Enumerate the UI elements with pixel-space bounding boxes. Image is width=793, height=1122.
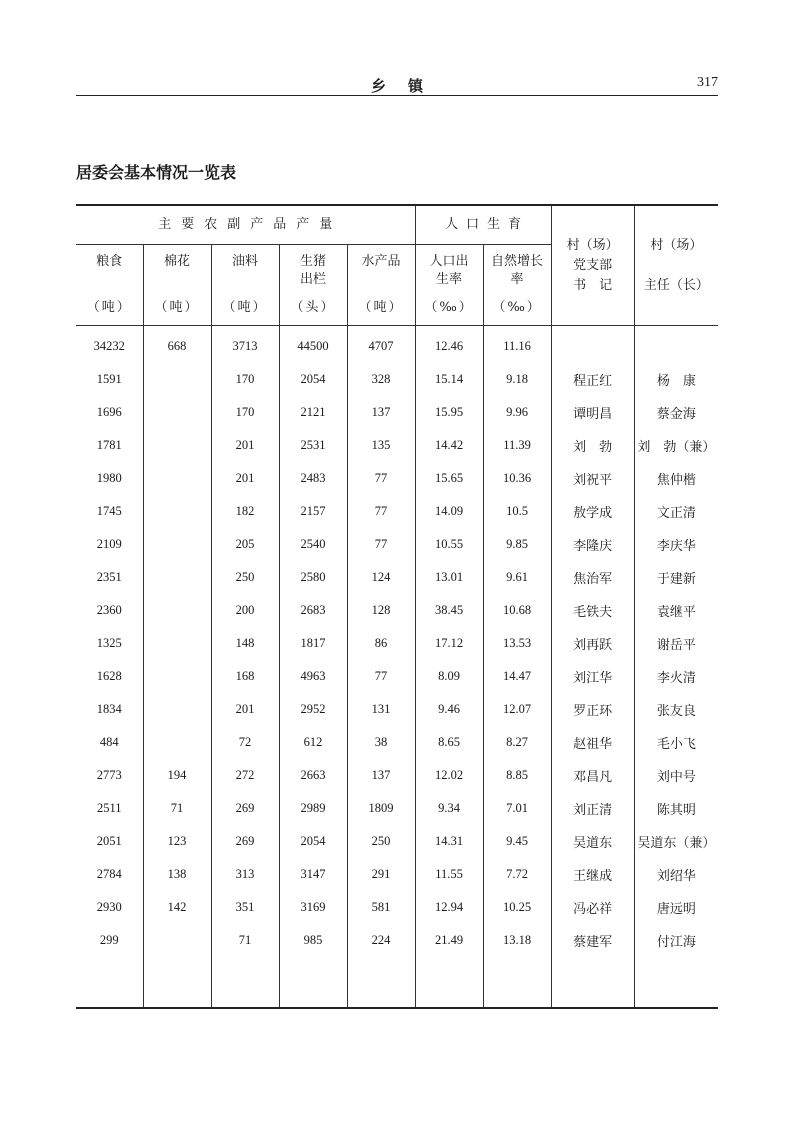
cell-growth-rate: 13.53 bbox=[483, 627, 551, 660]
cell-director: 陈其明 bbox=[656, 803, 696, 818]
cell-aquatic: 250 bbox=[347, 825, 415, 858]
spacer-cell bbox=[76, 957, 143, 1007]
table-spacer-row bbox=[76, 957, 718, 1007]
cell-oilseed: 250 bbox=[211, 561, 279, 594]
section-title: 居委会基本情况一览表 bbox=[76, 163, 237, 182]
cell-party-secretary: 焦治军 bbox=[551, 561, 634, 594]
cell-oilseed: 200 bbox=[211, 594, 279, 627]
cell-oilseed: 201 bbox=[211, 693, 279, 726]
cell-birth-rate: 9.46 bbox=[415, 693, 483, 726]
cell-birth-rate: 15.14 bbox=[415, 363, 483, 396]
cell-grain: 2351 bbox=[76, 561, 143, 594]
spacer-cell bbox=[483, 957, 551, 1007]
cell-hogs: 3147 bbox=[279, 858, 347, 891]
cell-party-secretary bbox=[551, 326, 634, 364]
col-header-cotton-unit: （吨） bbox=[154, 300, 200, 315]
cell-hogs: 1817 bbox=[279, 627, 347, 660]
cell-hogs: 2121 bbox=[279, 396, 347, 429]
cell-aquatic: 77 bbox=[347, 660, 415, 693]
cell-cotton bbox=[143, 396, 211, 429]
cell-cotton bbox=[143, 726, 211, 759]
cell-cotton bbox=[143, 495, 211, 528]
cell-party-secretary: 刘 勃 bbox=[551, 429, 634, 462]
cell-grain: 1834 bbox=[76, 693, 143, 726]
cell-birth-rate: 10.55 bbox=[415, 528, 483, 561]
group-header-population: 人口生育 bbox=[415, 206, 551, 245]
cell-cotton bbox=[143, 693, 211, 726]
cell-grain: 34232 bbox=[76, 326, 143, 364]
col-header-birth-rate-name: 人口出生率 bbox=[429, 254, 469, 287]
cell-oilseed: 168 bbox=[211, 660, 279, 693]
col-header-growth-rate bbox=[483, 245, 551, 326]
cell-birth-rate: 12.46 bbox=[415, 326, 483, 364]
table-row bbox=[76, 660, 718, 693]
cell-director: 刘 勃（兼） bbox=[637, 440, 716, 455]
cell-oilseed: 170 bbox=[211, 396, 279, 429]
table-row bbox=[76, 528, 718, 561]
col-header-birth-rate-unit: （‰） bbox=[424, 300, 474, 315]
table-row bbox=[76, 627, 718, 660]
cell-grain: 2784 bbox=[76, 858, 143, 891]
cell-hogs: 2054 bbox=[279, 363, 347, 396]
cell-grain: 2051 bbox=[76, 825, 143, 858]
cell-party-secretary: 刘祝平 bbox=[551, 462, 634, 495]
cell-aquatic: 328 bbox=[347, 363, 415, 396]
cell-birth-rate: 15.95 bbox=[415, 396, 483, 429]
cell-oilseed: 205 bbox=[211, 528, 279, 561]
cell-oilseed: 351 bbox=[211, 891, 279, 924]
cell-grain: 1781 bbox=[76, 429, 143, 462]
cell-birth-rate: 8.65 bbox=[415, 726, 483, 759]
cell-aquatic: 124 bbox=[347, 561, 415, 594]
cell-party-secretary: 谭明昌 bbox=[551, 396, 634, 429]
col-header-aquatic-unit: （吨） bbox=[358, 300, 404, 315]
col-header-hogs-name: 生猪出栏 bbox=[299, 254, 326, 287]
header-director-line1: 村（场） bbox=[650, 237, 703, 253]
cell-cotton bbox=[143, 594, 211, 627]
cell-aquatic: 128 bbox=[347, 594, 415, 627]
table-row bbox=[76, 429, 718, 462]
cell-aquatic: 77 bbox=[347, 528, 415, 561]
cell-director: 唐远明 bbox=[656, 902, 696, 917]
cell-director: 袁继平 bbox=[656, 605, 696, 620]
cell-birth-rate: 11.55 bbox=[415, 858, 483, 891]
table-row bbox=[76, 495, 718, 528]
cell-growth-rate: 8.85 bbox=[483, 759, 551, 792]
cell-party-secretary: 刘正清 bbox=[551, 792, 634, 825]
cell-oilseed: 148 bbox=[211, 627, 279, 660]
cell-aquatic: 4707 bbox=[347, 326, 415, 364]
cell-grain: 2360 bbox=[76, 594, 143, 627]
col-header-hogs bbox=[279, 245, 347, 326]
cell-party-secretary: 赵祖华 bbox=[551, 726, 634, 759]
col-header-cotton-name: 棉花 bbox=[163, 254, 190, 269]
cell-director: 付江海 bbox=[656, 935, 696, 950]
cell-growth-rate: 9.18 bbox=[483, 363, 551, 396]
cell-growth-rate: 11.16 bbox=[483, 326, 551, 364]
cell-hogs: 2483 bbox=[279, 462, 347, 495]
cell-aquatic: 581 bbox=[347, 891, 415, 924]
cell-cotton: 142 bbox=[143, 891, 211, 924]
cell-cotton bbox=[143, 924, 211, 957]
col-header-growth-rate-name: 自然增长率 bbox=[491, 254, 544, 287]
cell-party-secretary: 程正红 bbox=[551, 363, 634, 396]
cell-grain: 2930 bbox=[76, 891, 143, 924]
cell-birth-rate: 9.34 bbox=[415, 792, 483, 825]
cell-growth-rate: 9.96 bbox=[483, 396, 551, 429]
cell-director: 蔡金海 bbox=[656, 407, 696, 422]
cell-party-secretary: 蔡建军 bbox=[551, 924, 634, 957]
cell-grain: 1628 bbox=[76, 660, 143, 693]
cell-director: 吴道东（兼） bbox=[637, 836, 716, 851]
spacer-cell bbox=[551, 957, 634, 1007]
cell-cotton bbox=[143, 627, 211, 660]
cell-birth-rate: 12.94 bbox=[415, 891, 483, 924]
spacer-cell bbox=[347, 957, 415, 1007]
cell-cotton bbox=[143, 429, 211, 462]
table-row bbox=[76, 693, 718, 726]
cell-cotton bbox=[143, 528, 211, 561]
header-director bbox=[634, 206, 718, 326]
data-table bbox=[76, 206, 718, 1007]
cell-cotton: 123 bbox=[143, 825, 211, 858]
header-party-secretary bbox=[551, 206, 634, 326]
cell-director: 刘中号 bbox=[656, 770, 696, 785]
cell-cotton bbox=[143, 462, 211, 495]
cell-hogs: 2683 bbox=[279, 594, 347, 627]
cell-growth-rate: 12.07 bbox=[483, 693, 551, 726]
table-row bbox=[76, 726, 718, 759]
cell-grain: 1325 bbox=[76, 627, 143, 660]
cell-growth-rate: 9.85 bbox=[483, 528, 551, 561]
cell-director: 李庆华 bbox=[656, 539, 696, 554]
cell-growth-rate: 7.01 bbox=[483, 792, 551, 825]
cell-growth-rate: 8.27 bbox=[483, 726, 551, 759]
cell-birth-rate: 12.02 bbox=[415, 759, 483, 792]
cell-party-secretary: 王继成 bbox=[551, 858, 634, 891]
cell-birth-rate: 14.42 bbox=[415, 429, 483, 462]
cell-grain: 2109 bbox=[76, 528, 143, 561]
table-row bbox=[76, 561, 718, 594]
cell-director: 刘绍华 bbox=[656, 869, 696, 884]
cell-aquatic: 77 bbox=[347, 495, 415, 528]
cell-party-secretary: 邓昌凡 bbox=[551, 759, 634, 792]
cell-growth-rate: 14.47 bbox=[483, 660, 551, 693]
cell-party-secretary: 毛铁夫 bbox=[551, 594, 634, 627]
cell-aquatic: 224 bbox=[347, 924, 415, 957]
header-party-secretary-line1: 村（场） bbox=[566, 237, 619, 253]
cell-grain: 1591 bbox=[76, 363, 143, 396]
cell-aquatic: 131 bbox=[347, 693, 415, 726]
cell-cotton: 138 bbox=[143, 858, 211, 891]
cell-hogs: 985 bbox=[279, 924, 347, 957]
cell-party-secretary: 刘江华 bbox=[551, 660, 634, 693]
cell-growth-rate: 10.5 bbox=[483, 495, 551, 528]
cell-oilseed: 72 bbox=[211, 726, 279, 759]
cell-birth-rate: 15.65 bbox=[415, 462, 483, 495]
cell-cotton bbox=[143, 660, 211, 693]
cell-cotton: 194 bbox=[143, 759, 211, 792]
col-header-oilseed-name: 油料 bbox=[231, 254, 258, 269]
header-director-line3: 主任（长） bbox=[643, 277, 709, 293]
cell-hogs: 3169 bbox=[279, 891, 347, 924]
spacer-cell bbox=[634, 957, 718, 1007]
table-row bbox=[76, 924, 718, 957]
col-header-aquatic-name: 水产品 bbox=[361, 254, 401, 269]
col-header-hogs-unit: （头） bbox=[290, 300, 336, 315]
cell-aquatic: 86 bbox=[347, 627, 415, 660]
cell-director: 焦仲楷 bbox=[656, 473, 696, 488]
cell-grain: 299 bbox=[76, 924, 143, 957]
cell-director: 谢岳平 bbox=[656, 638, 696, 653]
cell-director: 于建新 bbox=[656, 572, 696, 587]
col-header-aquatic bbox=[347, 245, 415, 326]
cell-party-secretary: 罗正环 bbox=[551, 693, 634, 726]
cell-birth-rate: 8.09 bbox=[415, 660, 483, 693]
cell-grain: 1980 bbox=[76, 462, 143, 495]
cell-party-secretary: 敖学成 bbox=[551, 495, 634, 528]
table-row bbox=[76, 594, 718, 627]
cell-grain: 1745 bbox=[76, 495, 143, 528]
cell-birth-rate: 14.09 bbox=[415, 495, 483, 528]
col-header-oilseed bbox=[211, 245, 279, 326]
spacer-cell bbox=[211, 957, 279, 1007]
cell-oilseed: 269 bbox=[211, 825, 279, 858]
cell-party-secretary: 李隆庆 bbox=[551, 528, 634, 561]
cell-hogs: 2157 bbox=[279, 495, 347, 528]
cell-aquatic: 1809 bbox=[347, 792, 415, 825]
cell-oilseed: 313 bbox=[211, 858, 279, 891]
col-header-grain-name: 粮食 bbox=[96, 254, 123, 269]
cell-grain: 2511 bbox=[76, 792, 143, 825]
cell-growth-rate: 7.72 bbox=[483, 858, 551, 891]
cell-birth-rate: 21.49 bbox=[415, 924, 483, 957]
cell-growth-rate: 10.68 bbox=[483, 594, 551, 627]
page-number: 317 bbox=[697, 75, 718, 90]
spacer-cell bbox=[279, 957, 347, 1007]
cell-aquatic: 137 bbox=[347, 759, 415, 792]
cell-hogs: 2054 bbox=[279, 825, 347, 858]
cell-cotton: 71 bbox=[143, 792, 211, 825]
cell-growth-rate: 9.61 bbox=[483, 561, 551, 594]
cell-birth-rate: 13.01 bbox=[415, 561, 483, 594]
spacer-cell bbox=[415, 957, 483, 1007]
cell-hogs: 612 bbox=[279, 726, 347, 759]
col-header-growth-rate-unit: （‰） bbox=[492, 300, 542, 315]
table-row bbox=[76, 396, 718, 429]
page-header-title: 乡镇 bbox=[370, 77, 445, 95]
table-body bbox=[76, 326, 718, 1008]
cell-hogs: 2531 bbox=[279, 429, 347, 462]
cell-growth-rate: 13.18 bbox=[483, 924, 551, 957]
cell-hogs: 2952 bbox=[279, 693, 347, 726]
group-header-agri: 主要农副产品产量 bbox=[76, 206, 415, 245]
residents-committee-table bbox=[76, 204, 718, 1009]
cell-cotton bbox=[143, 561, 211, 594]
table-row bbox=[76, 825, 718, 858]
col-header-grain-unit: （吨） bbox=[86, 300, 132, 315]
header-party-secretary-line3: 书 记 bbox=[573, 277, 613, 293]
cell-birth-rate: 14.31 bbox=[415, 825, 483, 858]
cell-growth-rate: 10.25 bbox=[483, 891, 551, 924]
cell-oilseed: 170 bbox=[211, 363, 279, 396]
table-row bbox=[76, 759, 718, 792]
cell-hogs: 2663 bbox=[279, 759, 347, 792]
cell-grain: 1696 bbox=[76, 396, 143, 429]
table-row bbox=[76, 858, 718, 891]
cell-director: 李火清 bbox=[656, 671, 696, 686]
cell-grain: 484 bbox=[76, 726, 143, 759]
col-header-cotton bbox=[143, 245, 211, 326]
cell-director: 毛小飞 bbox=[656, 737, 696, 752]
cell-grain: 2773 bbox=[76, 759, 143, 792]
cell-party-secretary: 冯必祥 bbox=[551, 891, 634, 924]
cell-oilseed: 201 bbox=[211, 462, 279, 495]
cell-growth-rate: 9.45 bbox=[483, 825, 551, 858]
col-header-oilseed-unit: （吨） bbox=[222, 300, 268, 315]
col-header-grain bbox=[76, 245, 143, 326]
header-divider bbox=[76, 95, 718, 96]
cell-growth-rate: 11.39 bbox=[483, 429, 551, 462]
spacer-cell bbox=[143, 957, 211, 1007]
cell-party-secretary: 刘再跃 bbox=[551, 627, 634, 660]
cell-aquatic: 137 bbox=[347, 396, 415, 429]
cell-hogs: 2580 bbox=[279, 561, 347, 594]
cell-birth-rate: 17.12 bbox=[415, 627, 483, 660]
table-row bbox=[76, 326, 718, 364]
cell-cotton bbox=[143, 363, 211, 396]
cell-oilseed: 71 bbox=[211, 924, 279, 957]
cell-hogs: 4963 bbox=[279, 660, 347, 693]
cell-aquatic: 291 bbox=[347, 858, 415, 891]
cell-oilseed: 201 bbox=[211, 429, 279, 462]
cell-birth-rate: 38.45 bbox=[415, 594, 483, 627]
col-header-birth-rate bbox=[415, 245, 483, 326]
table-row bbox=[76, 891, 718, 924]
table-row bbox=[76, 792, 718, 825]
cell-director bbox=[634, 326, 718, 364]
cell-hogs: 2989 bbox=[279, 792, 347, 825]
cell-oilseed: 3713 bbox=[211, 326, 279, 364]
cell-director: 张友良 bbox=[656, 704, 696, 719]
header-party-secretary-line2: 党支部 bbox=[573, 257, 613, 273]
cell-party-secretary: 吴道东 bbox=[551, 825, 634, 858]
cell-hogs: 2540 bbox=[279, 528, 347, 561]
cell-oilseed: 269 bbox=[211, 792, 279, 825]
cell-cotton: 668 bbox=[143, 326, 211, 364]
table-row bbox=[76, 363, 718, 396]
cell-oilseed: 182 bbox=[211, 495, 279, 528]
cell-director: 文正清 bbox=[656, 506, 696, 521]
cell-growth-rate: 10.36 bbox=[483, 462, 551, 495]
cell-aquatic: 77 bbox=[347, 462, 415, 495]
cell-aquatic: 135 bbox=[347, 429, 415, 462]
table-row bbox=[76, 462, 718, 495]
cell-oilseed: 272 bbox=[211, 759, 279, 792]
cell-hogs: 44500 bbox=[279, 326, 347, 364]
cell-director: 杨 康 bbox=[656, 374, 696, 389]
cell-aquatic: 38 bbox=[347, 726, 415, 759]
